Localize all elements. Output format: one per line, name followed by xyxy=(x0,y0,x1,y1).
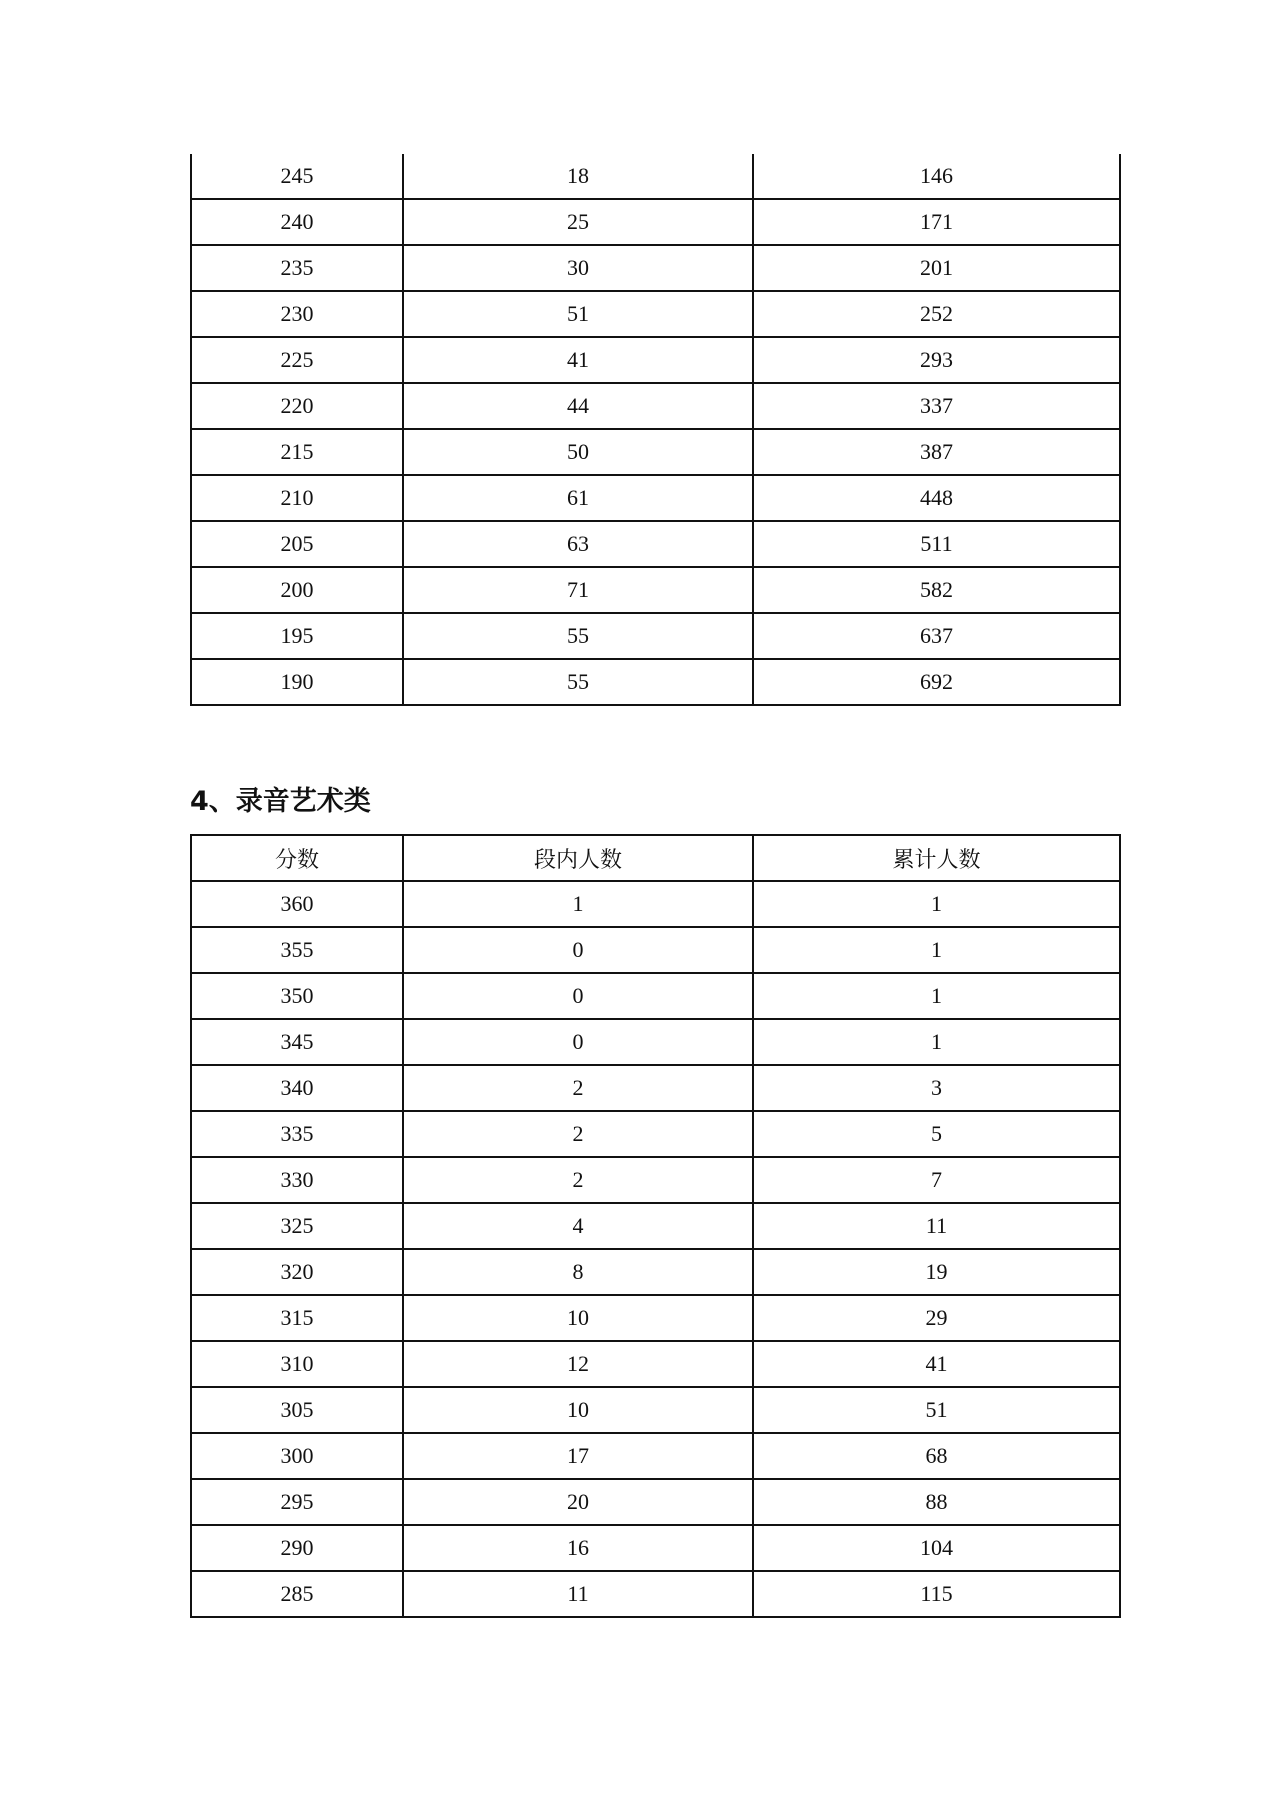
cell-score: 350 xyxy=(191,973,403,1019)
cell-score: 300 xyxy=(191,1433,403,1479)
table-row xyxy=(191,973,1120,1019)
cell-segment-count: 44 xyxy=(403,383,753,429)
table-row xyxy=(191,1525,1120,1571)
table-row xyxy=(191,1387,1120,1433)
cell-cumulative-count: 293 xyxy=(753,337,1120,383)
cell-cumulative-count: 51 xyxy=(753,1387,1120,1433)
recording-table-body xyxy=(191,881,1120,1617)
table-row xyxy=(191,1111,1120,1157)
cell-score: 295 xyxy=(191,1479,403,1525)
cell-cumulative-count: 337 xyxy=(753,383,1120,429)
continued-score-table xyxy=(190,154,1121,706)
cell-cumulative-count: 511 xyxy=(753,521,1120,567)
table-row xyxy=(191,1295,1120,1341)
cell-cumulative-count: 5 xyxy=(753,1111,1120,1157)
cell-score: 210 xyxy=(191,475,403,521)
cell-score: 305 xyxy=(191,1387,403,1433)
cell-score: 335 xyxy=(191,1111,403,1157)
table-row xyxy=(191,429,1120,475)
cell-cumulative-count: 448 xyxy=(753,475,1120,521)
cell-cumulative-count: 171 xyxy=(753,199,1120,245)
cell-cumulative-count: 1 xyxy=(753,1019,1120,1065)
table-row xyxy=(191,659,1120,705)
cell-segment-count: 51 xyxy=(403,291,753,337)
table-row xyxy=(191,1341,1120,1387)
cell-cumulative-count: 201 xyxy=(753,245,1120,291)
cell-cumulative-count: 104 xyxy=(753,1525,1120,1571)
cell-segment-count: 2 xyxy=(403,1157,753,1203)
cell-score: 200 xyxy=(191,567,403,613)
cell-segment-count: 0 xyxy=(403,973,753,1019)
cell-score: 240 xyxy=(191,199,403,245)
cell-segment-count: 16 xyxy=(403,1525,753,1571)
cell-score: 355 xyxy=(191,927,403,973)
table-row xyxy=(191,245,1120,291)
cell-segment-count: 0 xyxy=(403,1019,753,1065)
table-row xyxy=(191,1019,1120,1065)
table-row xyxy=(191,337,1120,383)
cell-score: 205 xyxy=(191,521,403,567)
cell-score: 230 xyxy=(191,291,403,337)
table-row xyxy=(191,154,1120,199)
cell-score: 235 xyxy=(191,245,403,291)
cell-segment-count: 61 xyxy=(403,475,753,521)
table-row xyxy=(191,927,1120,973)
cell-cumulative-count: 11 xyxy=(753,1203,1120,1249)
cell-segment-count: 2 xyxy=(403,1111,753,1157)
cell-segment-count: 0 xyxy=(403,927,753,973)
cell-cumulative-count: 1 xyxy=(753,927,1120,973)
cell-score: 360 xyxy=(191,881,403,927)
continued-table-body xyxy=(191,154,1120,705)
header-score: 分数 xyxy=(191,835,403,881)
table-row xyxy=(191,881,1120,927)
cell-segment-count: 25 xyxy=(403,199,753,245)
cell-cumulative-count: 387 xyxy=(753,429,1120,475)
cell-score: 310 xyxy=(191,1341,403,1387)
cell-segment-count: 1 xyxy=(403,881,753,927)
cell-segment-count: 55 xyxy=(403,613,753,659)
table-row xyxy=(191,475,1120,521)
section-heading: 4、录音艺术类 xyxy=(190,786,371,817)
table-row xyxy=(191,1571,1120,1617)
cell-cumulative-count: 582 xyxy=(753,567,1120,613)
table-row xyxy=(191,1479,1120,1525)
cell-score: 315 xyxy=(191,1295,403,1341)
header-row xyxy=(191,835,1120,881)
table-row xyxy=(191,567,1120,613)
cell-cumulative-count: 3 xyxy=(753,1065,1120,1111)
table-row xyxy=(191,1157,1120,1203)
table-row xyxy=(191,383,1120,429)
table-row xyxy=(191,1203,1120,1249)
cell-score: 215 xyxy=(191,429,403,475)
cell-cumulative-count: 637 xyxy=(753,613,1120,659)
cell-score: 345 xyxy=(191,1019,403,1065)
cell-cumulative-count: 41 xyxy=(753,1341,1120,1387)
cell-segment-count: 17 xyxy=(403,1433,753,1479)
table-row xyxy=(191,1065,1120,1111)
cell-segment-count: 30 xyxy=(403,245,753,291)
cell-segment-count: 63 xyxy=(403,521,753,567)
cell-segment-count: 10 xyxy=(403,1295,753,1341)
cell-score: 285 xyxy=(191,1571,403,1617)
cell-segment-count: 8 xyxy=(403,1249,753,1295)
table-row xyxy=(191,613,1120,659)
cell-score: 225 xyxy=(191,337,403,383)
cell-score: 290 xyxy=(191,1525,403,1571)
cell-score: 330 xyxy=(191,1157,403,1203)
cell-segment-count: 55 xyxy=(403,659,753,705)
cell-segment-count: 41 xyxy=(403,337,753,383)
cell-score: 220 xyxy=(191,383,403,429)
header-cumulative-count: 累计人数 xyxy=(753,835,1120,881)
cell-segment-count: 4 xyxy=(403,1203,753,1249)
cell-segment-count: 50 xyxy=(403,429,753,475)
table-row xyxy=(191,1433,1120,1479)
cell-segment-count: 11 xyxy=(403,1571,753,1617)
cell-cumulative-count: 146 xyxy=(753,154,1120,199)
cell-score: 190 xyxy=(191,659,403,705)
cell-segment-count: 18 xyxy=(403,154,753,199)
cell-segment-count: 10 xyxy=(403,1387,753,1433)
cell-cumulative-count: 19 xyxy=(753,1249,1120,1295)
table-row xyxy=(191,1249,1120,1295)
cell-score: 320 xyxy=(191,1249,403,1295)
table-header xyxy=(191,835,1120,881)
cell-cumulative-count: 1 xyxy=(753,881,1120,927)
cell-segment-count: 20 xyxy=(403,1479,753,1525)
cell-cumulative-count: 88 xyxy=(753,1479,1120,1525)
cell-cumulative-count: 29 xyxy=(753,1295,1120,1341)
cell-segment-count: 2 xyxy=(403,1065,753,1111)
cell-cumulative-count: 252 xyxy=(753,291,1120,337)
table-row xyxy=(191,521,1120,567)
cell-score: 325 xyxy=(191,1203,403,1249)
cell-score: 340 xyxy=(191,1065,403,1111)
cell-cumulative-count: 68 xyxy=(753,1433,1120,1479)
table-row xyxy=(191,199,1120,245)
cell-cumulative-count: 115 xyxy=(753,1571,1120,1617)
cell-segment-count: 12 xyxy=(403,1341,753,1387)
recording-art-score-table xyxy=(190,834,1121,1618)
table-row xyxy=(191,291,1120,337)
cell-cumulative-count: 1 xyxy=(753,973,1120,1019)
cell-score: 245 xyxy=(191,154,403,199)
header-segment-count: 段内人数 xyxy=(403,835,753,881)
cell-cumulative-count: 7 xyxy=(753,1157,1120,1203)
cell-score: 195 xyxy=(191,613,403,659)
cell-segment-count: 71 xyxy=(403,567,753,613)
cell-cumulative-count: 692 xyxy=(753,659,1120,705)
